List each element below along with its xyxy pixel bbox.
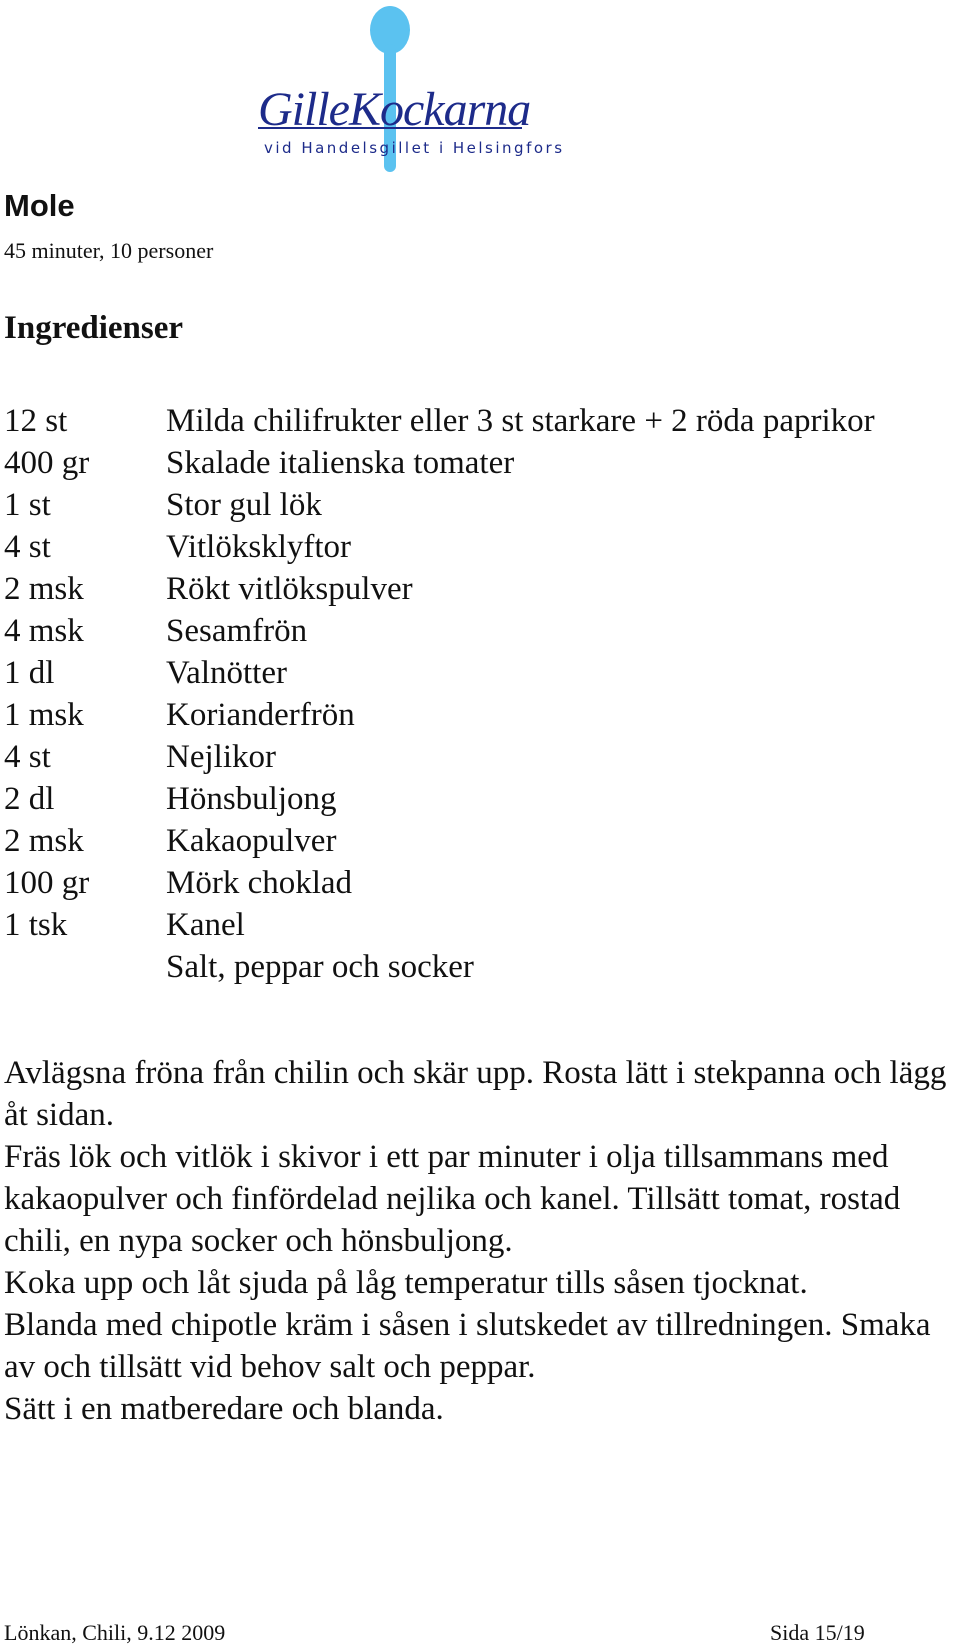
ingredient-name: Korianderfrön — [166, 697, 355, 733]
ingredient-name: Mörk choklad — [166, 865, 353, 901]
logo-title: GilleKockarna — [258, 83, 531, 136]
ingredient-row — [4, 736, 904, 778]
ingredient-row — [4, 862, 904, 904]
recipe-title: Mole — [4, 188, 75, 223]
recipe-subtitle: 45 minuter, 10 personer — [4, 238, 214, 263]
ingredient-quantity: 400 gr — [4, 445, 90, 481]
ingredient-row — [4, 400, 904, 442]
ingredient-row — [4, 946, 904, 988]
ingredient-name: Rökt vitlökspulver — [166, 571, 413, 607]
ingredient-name: Valnötter — [166, 655, 287, 691]
ingredient-quantity: 1 msk — [4, 697, 84, 733]
footer-source: Lönkan, Chili, 9.12 2009 — [4, 1620, 226, 1645]
ingredient-row — [4, 778, 904, 820]
method-text — [4, 1052, 954, 1430]
ingredient-quantity — [4, 946, 166, 988]
ingredient-row — [4, 652, 904, 694]
ingredient-row — [4, 526, 904, 568]
ingredient-quantity: 100 gr — [4, 865, 90, 901]
ingredient-quantity: 12 st — [4, 403, 68, 439]
method-paragraph: Fräs lök och vitlök i skivor i ett par minuter i olja tillsammans med kakaopulver och finfördelad nejlika och kanel. Tillsätt tomat, rostad chili, en nypa socker och hönsbuljong. — [4, 1139, 901, 1259]
ingredient-name: Hönsbuljong — [166, 781, 337, 817]
ingredient-name: Vitlöksklyftor — [166, 529, 352, 565]
ingredient-quantity: 4 st — [4, 529, 51, 565]
ingredient-quantity: 4 st — [4, 739, 51, 775]
ingredient-name: Salt, peppar och socker — [166, 949, 474, 985]
ingredient-name: Kakaopulver — [166, 823, 337, 859]
ingredient-name: Sesamfrön — [166, 613, 308, 649]
ingredient-name: Nejlikor — [166, 739, 276, 775]
ingredient-quantity: 1 dl — [4, 655, 55, 691]
method-paragraph: Blanda med chipotle kräm i såsen i slutskedet av tillredningen. Smaka av och tillsätt vid behov salt och peppar. — [4, 1307, 931, 1385]
ingredient-quantity: 2 msk — [4, 823, 84, 859]
ingredient-row — [4, 694, 904, 736]
ingredient-quantity: 4 msk — [4, 613, 84, 649]
ingredient-row — [4, 568, 904, 610]
ingredient-row — [4, 442, 904, 484]
ingredient-row — [4, 904, 904, 946]
ingredient-row — [4, 484, 904, 526]
logo — [258, 4, 565, 180]
ingredient-name: Milda chilifrukter eller 3 st starkare + 2 röda paprikor — [166, 403, 875, 439]
ingredient-quantity: 1 st — [4, 487, 51, 523]
method-paragraph: Avlägsna fröna från chilin och skär upp. Rosta lätt i stekpanna och lägg åt sidan. — [4, 1055, 947, 1133]
footer-page-number: Sida 15/19 — [770, 1620, 865, 1645]
ingredient-quantity: 1 tsk — [4, 907, 68, 943]
method-paragraph: Sätt i en matberedare och blanda. — [4, 1391, 444, 1427]
ingredient-row — [4, 610, 904, 652]
ingredient-name: Skalade italienska tomater — [166, 445, 515, 481]
ingredients-heading: Ingredienser — [4, 310, 184, 346]
ingredient-quantity: 2 dl — [4, 781, 55, 817]
logo-subtitle: vid Handelsgillet i Helsingfors — [264, 139, 565, 157]
ingredient-name: Kanel — [166, 907, 245, 943]
ingredient-row — [4, 820, 904, 862]
method-paragraph: Koka upp och låt sjuda på låg temperatur tills såsen tjocknat. — [4, 1265, 808, 1301]
ingredient-name: Stor gul lök — [166, 487, 322, 523]
ingredients-list — [4, 400, 904, 988]
ingredient-quantity: 2 msk — [4, 571, 84, 607]
